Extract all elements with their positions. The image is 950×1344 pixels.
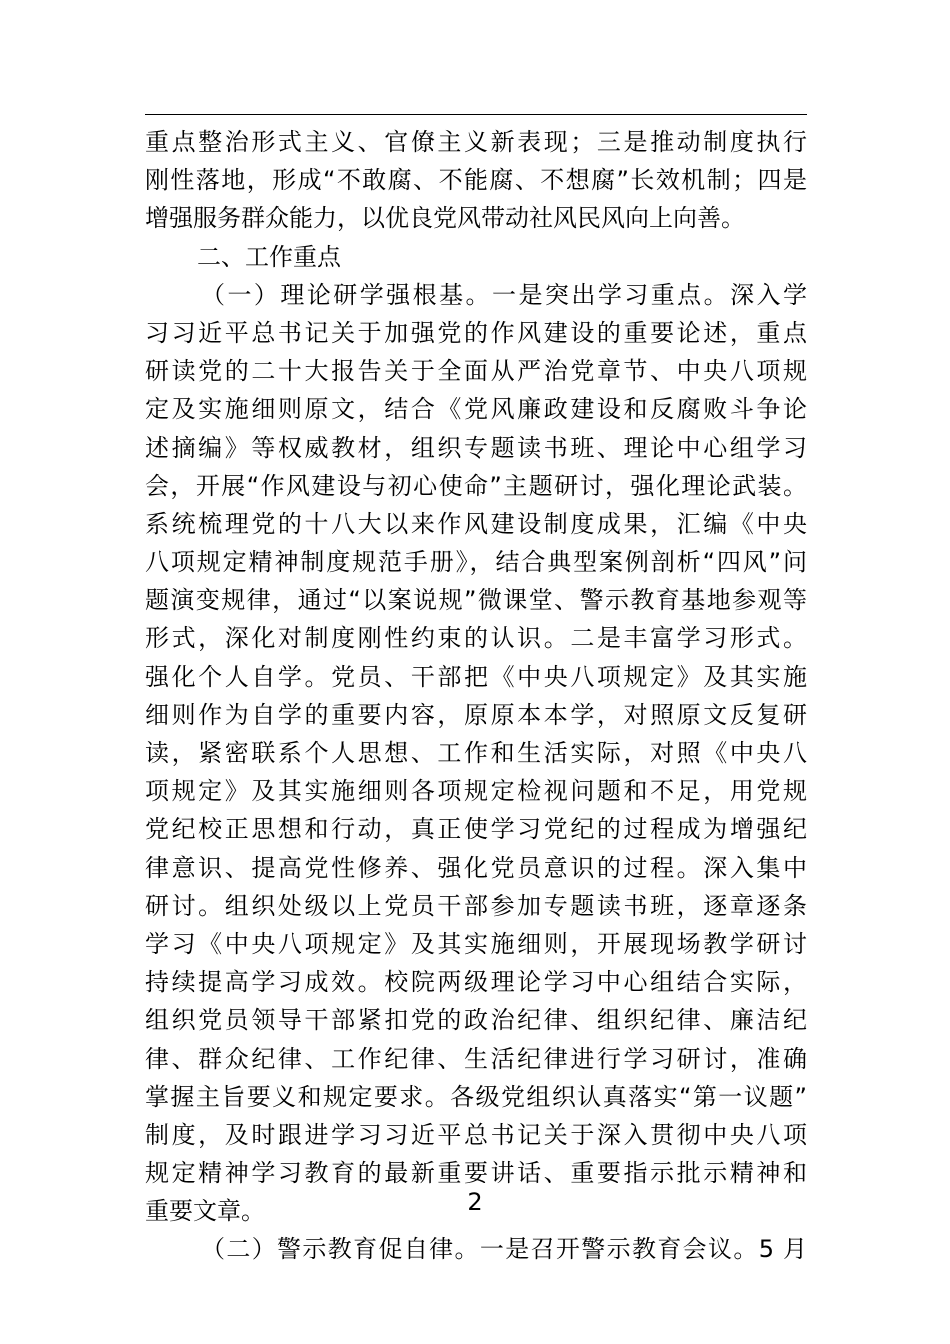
- text-line: 掌握主旨要义和规定要求。各级党组织认真落实“第一议题”: [145, 1082, 807, 1111]
- text-line: 述摘编》等权威教材，组织专题读书班、理论中心组学习: [145, 433, 807, 462]
- text-line: 八项规定精神制度规范手册》，结合典型案例剖析“四风”问: [145, 548, 807, 577]
- section-heading: 二、工作重点: [197, 242, 341, 271]
- text-line: 研读党的二十大报告关于全面从严治党章节、中央八项规: [145, 357, 807, 386]
- text-line: 组织党员领导干部紧扣党的政治纪律、组织纪律、廉洁纪: [145, 1006, 807, 1035]
- header-rule: [145, 114, 807, 115]
- text-line: 会，开展“作风建设与初心使命”主题研讨，强化理论武装。: [145, 471, 807, 500]
- text-line: 律、群众纪律、工作纪律、生活纪律进行学习研讨，准确: [145, 1044, 807, 1073]
- text-line: 学习《中央八项规定》及其实施细则，开展现场教学研讨: [145, 929, 807, 958]
- page-number: 2: [467, 1188, 483, 1216]
- text-line: 刚性落地，形成“不敢腐、不能腐、不想腐”长效机制；四是: [145, 166, 807, 195]
- text-line: 研讨。组织处级以上党员干部参加专题读书班，逐章逐条: [145, 891, 807, 920]
- text-line: 党纪校正思想和行动，真正使学习党纪的过程成为增强纪: [145, 815, 807, 844]
- paragraph-first-line: （一）理论研学强根基。一是突出学习重点。深入学: [201, 280, 807, 309]
- text-line: 律意识、提高党性修养、强化党员意识的过程。深入集中: [145, 853, 807, 882]
- text-line: 增强服务群众能力，以优良党风带动社风民风向上向善。: [145, 204, 745, 233]
- body-text: [145, 123, 807, 1269]
- text-line: 题演变规律，通过“以案说规”微课堂、警示教育基地参观等: [145, 586, 807, 615]
- text-line: 定及实施细则原文，结合《党风廉政建设和反腐败斗争论: [145, 395, 807, 424]
- text-line: 制度，及时跟进学习习近平总书记关于深入贯彻中央八项: [145, 1120, 807, 1149]
- text-line: 形式，深化对制度刚性约束的认识。二是丰富学习形式。: [145, 624, 807, 653]
- text-line: 重点整治形式主义、官僚主义新表现；三是推动制度执行: [145, 128, 807, 156]
- text-line: 习习近平总书记关于加强党的作风建设的重要论述，重点: [145, 318, 807, 347]
- paragraph-first-line: （二）警示教育促自律。一是召开警示教育会议。5 月: [201, 1235, 807, 1264]
- text-line: 细则作为自学的重要内容，原原本本学，对照原文反复研: [145, 700, 807, 729]
- text-line: 读，紧密联系个人思想、工作和生活实际，对照《中央八: [145, 739, 807, 767]
- text-line: 持续提高学习成效。校院两级理论学习中心组结合实际，: [145, 968, 807, 997]
- text-line: 重要文章。: [145, 1197, 265, 1226]
- text-line: 规定精神学习教育的最新重要讲话、重要指示批示精神和: [145, 1159, 807, 1188]
- text-line: 强化个人自学。党员、干部把《中央八项规定》及其实施: [145, 662, 807, 691]
- text-line: 项规定》及其实施细则各项规定检视问题和不足，用党规: [145, 777, 807, 806]
- text-line: 系统梳理党的十八大以来作风建设制度成果，汇编《中央: [145, 509, 807, 538]
